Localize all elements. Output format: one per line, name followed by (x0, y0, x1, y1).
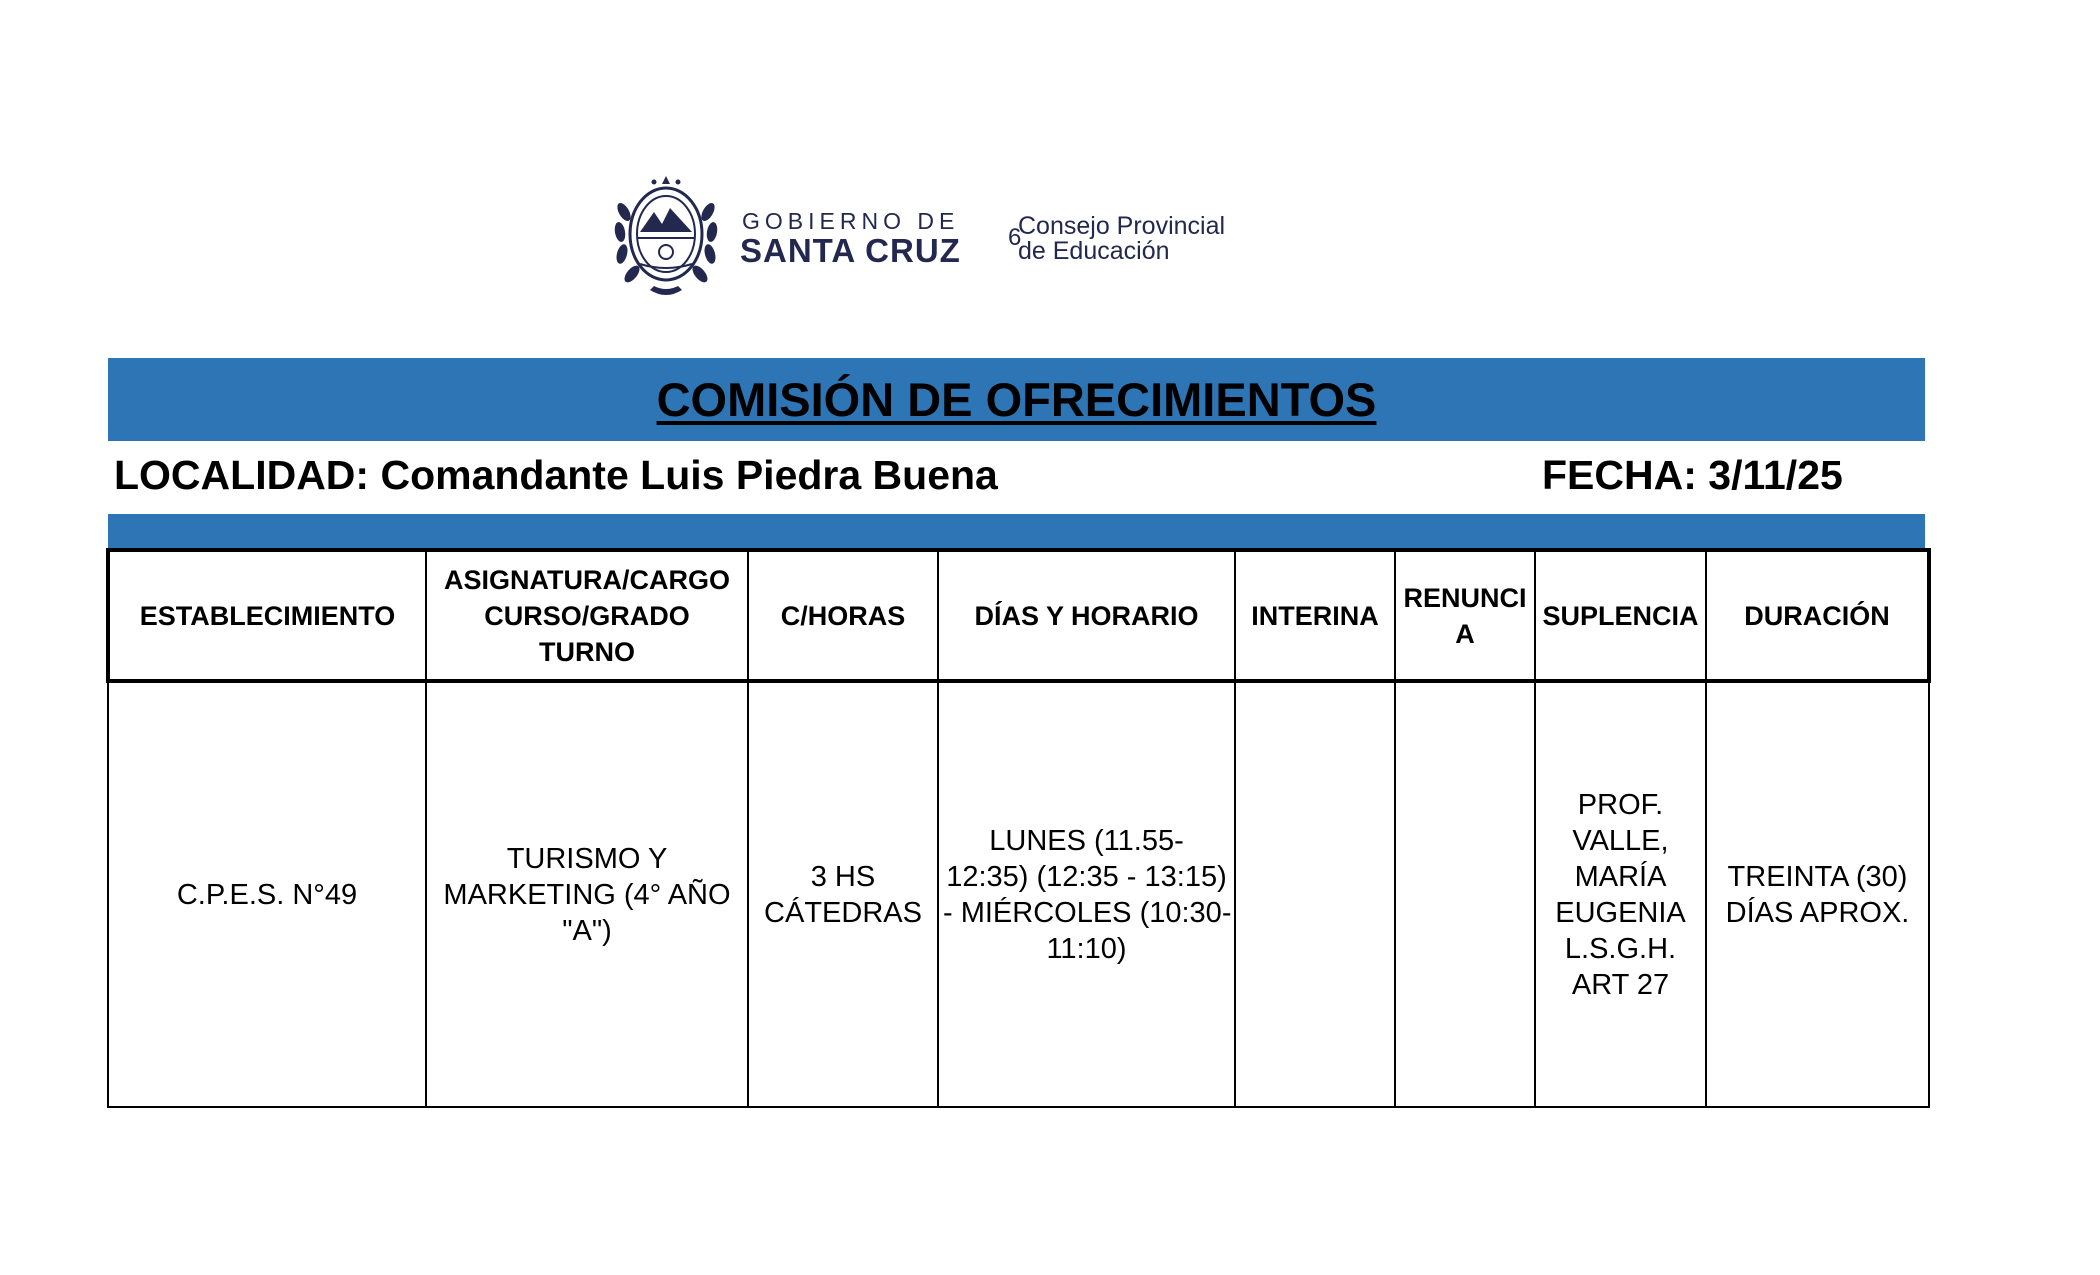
cell-line: RENUNCI (1403, 582, 1527, 613)
council-name-line1: Consejo Provincial (1018, 212, 1226, 240)
title-band (108, 358, 1925, 441)
header-suplencia (1535, 550, 1706, 681)
provincial-coat-of-arms-icon (610, 172, 722, 302)
cell-line: SUPLENCIA (1542, 600, 1699, 631)
header-duracion (1706, 550, 1929, 681)
cell-line: MARKETING (4° AÑO (443, 878, 731, 911)
table-row (108, 681, 1929, 1107)
cell-line: CURSO/GRADO (484, 600, 690, 631)
cell-line: LUNES (11.55- (989, 824, 1184, 857)
header-asignatura (426, 550, 748, 681)
cell-line: ART 27 (1571, 968, 1670, 1001)
localidad-label: LOCALIDAD: Comandante Luis Piedra Buena (114, 452, 998, 498)
cell-suplencia (1535, 681, 1706, 1107)
cell-line: TURISMO Y (506, 842, 668, 875)
cell-establecimiento (108, 681, 426, 1107)
cell-duracion (1706, 681, 1929, 1107)
cell-dias-horario (938, 681, 1235, 1107)
page-mark: 6 (1008, 224, 1022, 251)
cell-line: DÍAS Y HORARIO (974, 600, 1199, 631)
cell-line: C/HORAS (780, 600, 906, 631)
cell-line: DURACIÓN (1744, 600, 1890, 631)
cell-line: - MIÉRCOLES (10:30- (943, 896, 1232, 929)
cell-line: C.P.E.S. N°49 (176, 878, 358, 911)
gov-name-line1: GOBIERNO DE (742, 208, 960, 234)
cell-line: "A") (562, 914, 612, 947)
header-interina (1235, 550, 1395, 681)
cell-horas (748, 681, 938, 1107)
header-horas (748, 550, 938, 681)
cell-line: A (1455, 618, 1475, 649)
cell-interina (1235, 681, 1395, 1107)
fecha-label: FECHA: 3/11/25 (1542, 452, 1843, 498)
cell-line: MARÍA (1574, 860, 1667, 893)
separator-band (108, 514, 1925, 548)
cell-line: DÍAS APROX. (1725, 896, 1910, 929)
cell-line: TURNO (539, 636, 635, 667)
header-establecimiento (108, 550, 426, 681)
cell-line: CÁTEDRAS (764, 896, 922, 929)
cell-line: L.S.G.H. (1564, 932, 1677, 965)
cell-line: 12:35) (12:35 - 13:15) (946, 860, 1227, 893)
gov-name-line2: SANTA CRUZ (740, 232, 961, 269)
header-dias-horario (938, 550, 1235, 681)
cell-line: ESTABLECIMIENTO (139, 600, 396, 631)
cell-line: TREINTA (30) (1727, 860, 1908, 893)
cell-line: PROF. (1577, 788, 1664, 821)
cell-line: EUGENIA (1555, 896, 1686, 929)
document-title: COMISIÓN DE OFRECIMIENTOS (656, 373, 1377, 426)
header-renuncia (1395, 550, 1535, 681)
offers-table (106, 548, 1931, 1108)
cell-line: VALLE, (1572, 824, 1669, 857)
cell-renuncia (1395, 681, 1535, 1107)
cell-line: 11:10) (1046, 932, 1127, 965)
council-name-line2: de Educación (1018, 237, 1170, 265)
cell-asignatura (426, 681, 748, 1107)
cell-line: INTERINA (1251, 600, 1379, 631)
cell-line: 3 HS (810, 860, 876, 893)
cell-line: ASIGNATURA/CARGO (444, 564, 730, 595)
table-header-row (108, 550, 1929, 681)
